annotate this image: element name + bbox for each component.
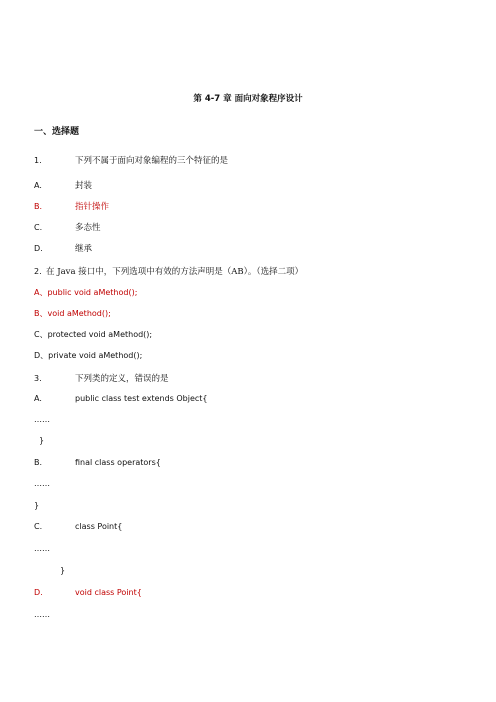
option-text: 封装 (75, 181, 93, 191)
option-text: final class operators{ (75, 458, 161, 467)
option-label: A. (34, 181, 42, 190)
q1-option-b (34, 200, 109, 212)
question-1 (34, 154, 228, 166)
option-label: D. (34, 244, 43, 253)
q2-option-a: A、public void aMethod(); (34, 288, 138, 297)
option-label: C. (34, 223, 43, 232)
code-closing-brace: } (34, 501, 40, 510)
question-2 (34, 265, 303, 277)
code-closing-brace: } (39, 436, 45, 445)
question-number: 2. (34, 267, 42, 276)
option-label: C. (34, 522, 43, 531)
option-text: public class test extends Object{ (75, 394, 208, 403)
q1-option-c (34, 221, 101, 233)
question-text: 在 Java 接口中，下列选项中有效的方法声明是（AB）。（选择二项） (46, 267, 304, 277)
q2-option-c: C、protected void aMethod(); (34, 330, 153, 339)
option-text: class Point{ (75, 522, 123, 531)
question-number: 3. (34, 374, 42, 383)
q1-option-a (34, 179, 92, 191)
q2-option-b: B、void aMethod(); (34, 309, 111, 318)
q3-option-c (34, 522, 122, 531)
option-label: A. (34, 394, 42, 403)
q1-option-d (34, 242, 92, 254)
question-text: 下列类的定义，错误的是 (75, 374, 169, 384)
option-text: 指针操作 (75, 202, 110, 212)
option-label: B. (34, 458, 43, 467)
option-label: B. (34, 202, 43, 211)
question-3 (34, 372, 169, 384)
section-heading: 一、选择题 (34, 127, 80, 137)
q3-option-a (34, 394, 208, 403)
code-closing-brace: } (60, 566, 66, 575)
chapter-title: 第 4-7 章 面向对象程序设计 (193, 94, 303, 104)
option-label: D. (34, 588, 43, 597)
code-ellipsis: …… (34, 479, 50, 488)
question-number: 1. (34, 156, 42, 165)
q2-option-d: D、private void aMethod(); (34, 351, 143, 360)
code-ellipsis: …… (34, 415, 50, 424)
option-text: void class Point{ (75, 588, 142, 597)
option-text: 多态性 (75, 223, 101, 233)
code-ellipsis: …… (34, 544, 50, 553)
option-text: 继承 (75, 244, 93, 254)
code-ellipsis: …… (34, 610, 50, 619)
q3-option-d (34, 588, 142, 597)
question-text: 下列不属于面向对象编程的三个特征的是 (75, 156, 229, 166)
q3-option-b (34, 458, 161, 467)
